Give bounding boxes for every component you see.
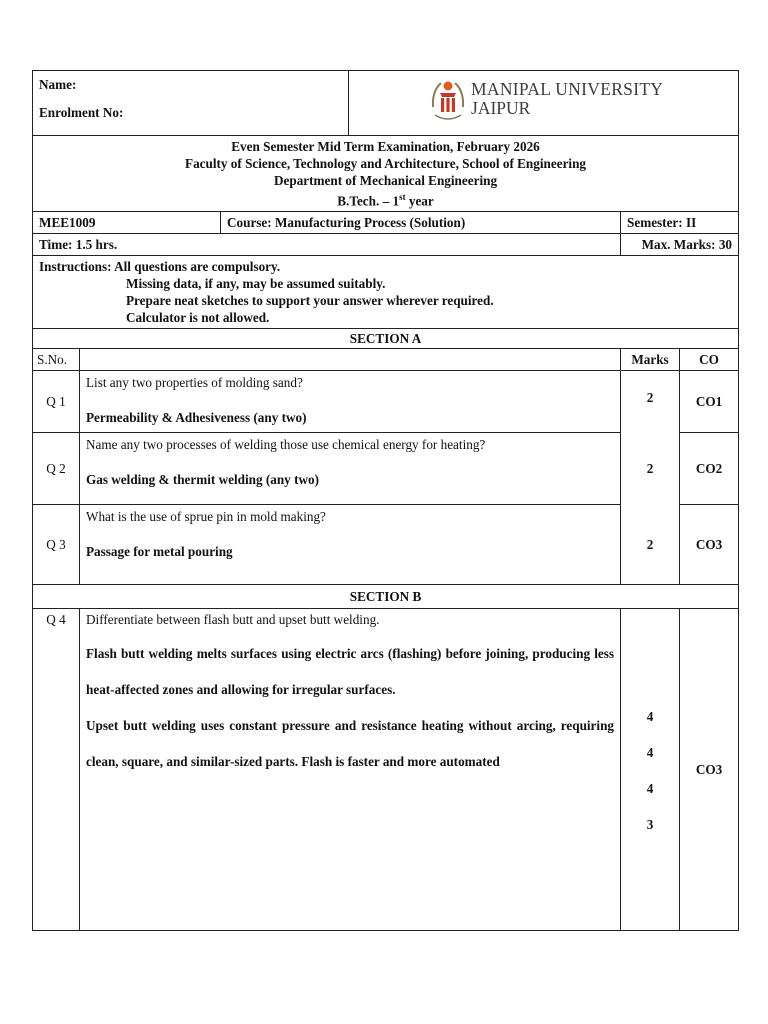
question-cell [80,433,621,505]
header-row [33,71,739,136]
exam-sheet [32,70,738,931]
question-number: Q 3 [33,505,80,585]
max-marks: Max. Marks: 30 [621,234,739,256]
question-text: List any two properties of molding sand? [86,375,303,391]
section-a-title: SECTION A [33,329,739,349]
question-text: Differentiate between flash butt and upset butt welding. [86,612,380,628]
col-header-co: CO [680,349,739,371]
university-logo-cell [349,71,739,136]
co-value: CO1 [680,371,739,433]
marks-value: 3 [646,817,654,833]
faculty-name: Faculty of Science, Technology and Architecture, School of Engineering [185,156,587,171]
university-emblem-icon [429,77,467,123]
semester: Semester: II [621,212,739,234]
co-value: CO3 [680,505,739,585]
marks-value: 4 [646,745,654,761]
question-number: Q 4 [33,609,80,931]
question-row-q4 [33,609,739,931]
marks-value: 2 [621,371,680,433]
col-header-marks: Marks [621,349,680,371]
university-name-line1: MANIPAL UNIVERSITY [471,79,664,99]
course-name: Course: Manufacturing Process (Solution) [221,212,621,234]
section-a-header-row [33,329,739,349]
answer-text: Permeability & Adhesiveness (any two) [86,410,307,426]
section-b-title: SECTION B [33,585,739,609]
exam-title: Even Semester Mid Term Examination, February 2026 [231,139,540,154]
answer-text: Passage for metal pouring [86,544,233,560]
question-row-q3 [33,505,739,585]
col-header-sno: S.No. [33,349,80,371]
instruction-item: Prepare neat sketches to support your answer wherever required. [126,293,494,309]
university-logo [429,77,669,125]
marks-value: 4 [646,709,654,725]
marks-value: 4 [646,781,654,797]
question-number: Q 2 [33,433,80,505]
university-name-line2: JAIPUR [471,98,531,118]
time-row [33,234,739,256]
question-text: What is the use of sprue pin in mold making? [86,509,326,525]
section-b-header-row [33,585,739,609]
enrolment-label: Enrolment No: [39,105,124,120]
department-name: Department of Mechanical Engineering [273,173,498,188]
answer-paragraph: Flash butt welding melts surfaces using electric arcs (flashing) before joining, producing less heat-affected zones and allowing for irregular surfaces. [86,646,615,698]
program-year: B.Tech. – 1st year [337,192,434,209]
instruction-item: Missing data, if any, may be assumed suitably. [126,276,386,292]
column-header-row [33,349,739,371]
question-row-q2 [33,433,739,505]
exam-title-row [33,136,739,212]
question-cell [80,371,621,433]
answer-paragraph: Upset butt welding uses constant pressure and resistance heating without arcing, requiring clean, square, and similar-sized parts. Flash is faster and more automated [86,718,615,770]
course-row [33,212,739,234]
instructions-row [33,256,739,329]
name-label: Name: [39,77,77,92]
instruction-item: Calculator is not allowed. [126,310,270,326]
marks-list [621,609,680,931]
question-row-q1 [33,371,739,433]
col-header-question [80,349,621,371]
instructions-cell [33,256,739,329]
marks-value: 2 [621,505,680,585]
exam-title-cell [33,136,739,212]
answer-text: Gas welding & thermit welding (any two) [86,472,319,488]
question-number: Q 1 [33,371,80,433]
question-cell [80,505,621,585]
instructions-label: Instructions: All questions are compulsory. [39,259,281,275]
exam-table [32,70,739,931]
question-cell [80,609,621,931]
co-value: CO2 [680,433,739,505]
exam-time: Time: 1.5 hrs. [33,234,621,256]
marks-value: 2 [621,433,680,505]
co-value: CO3 [680,609,739,931]
question-text: Name any two processes of welding those use chemical energy for heating? [86,437,486,453]
student-info-cell [33,71,349,136]
course-code: MEE1009 [33,212,221,234]
